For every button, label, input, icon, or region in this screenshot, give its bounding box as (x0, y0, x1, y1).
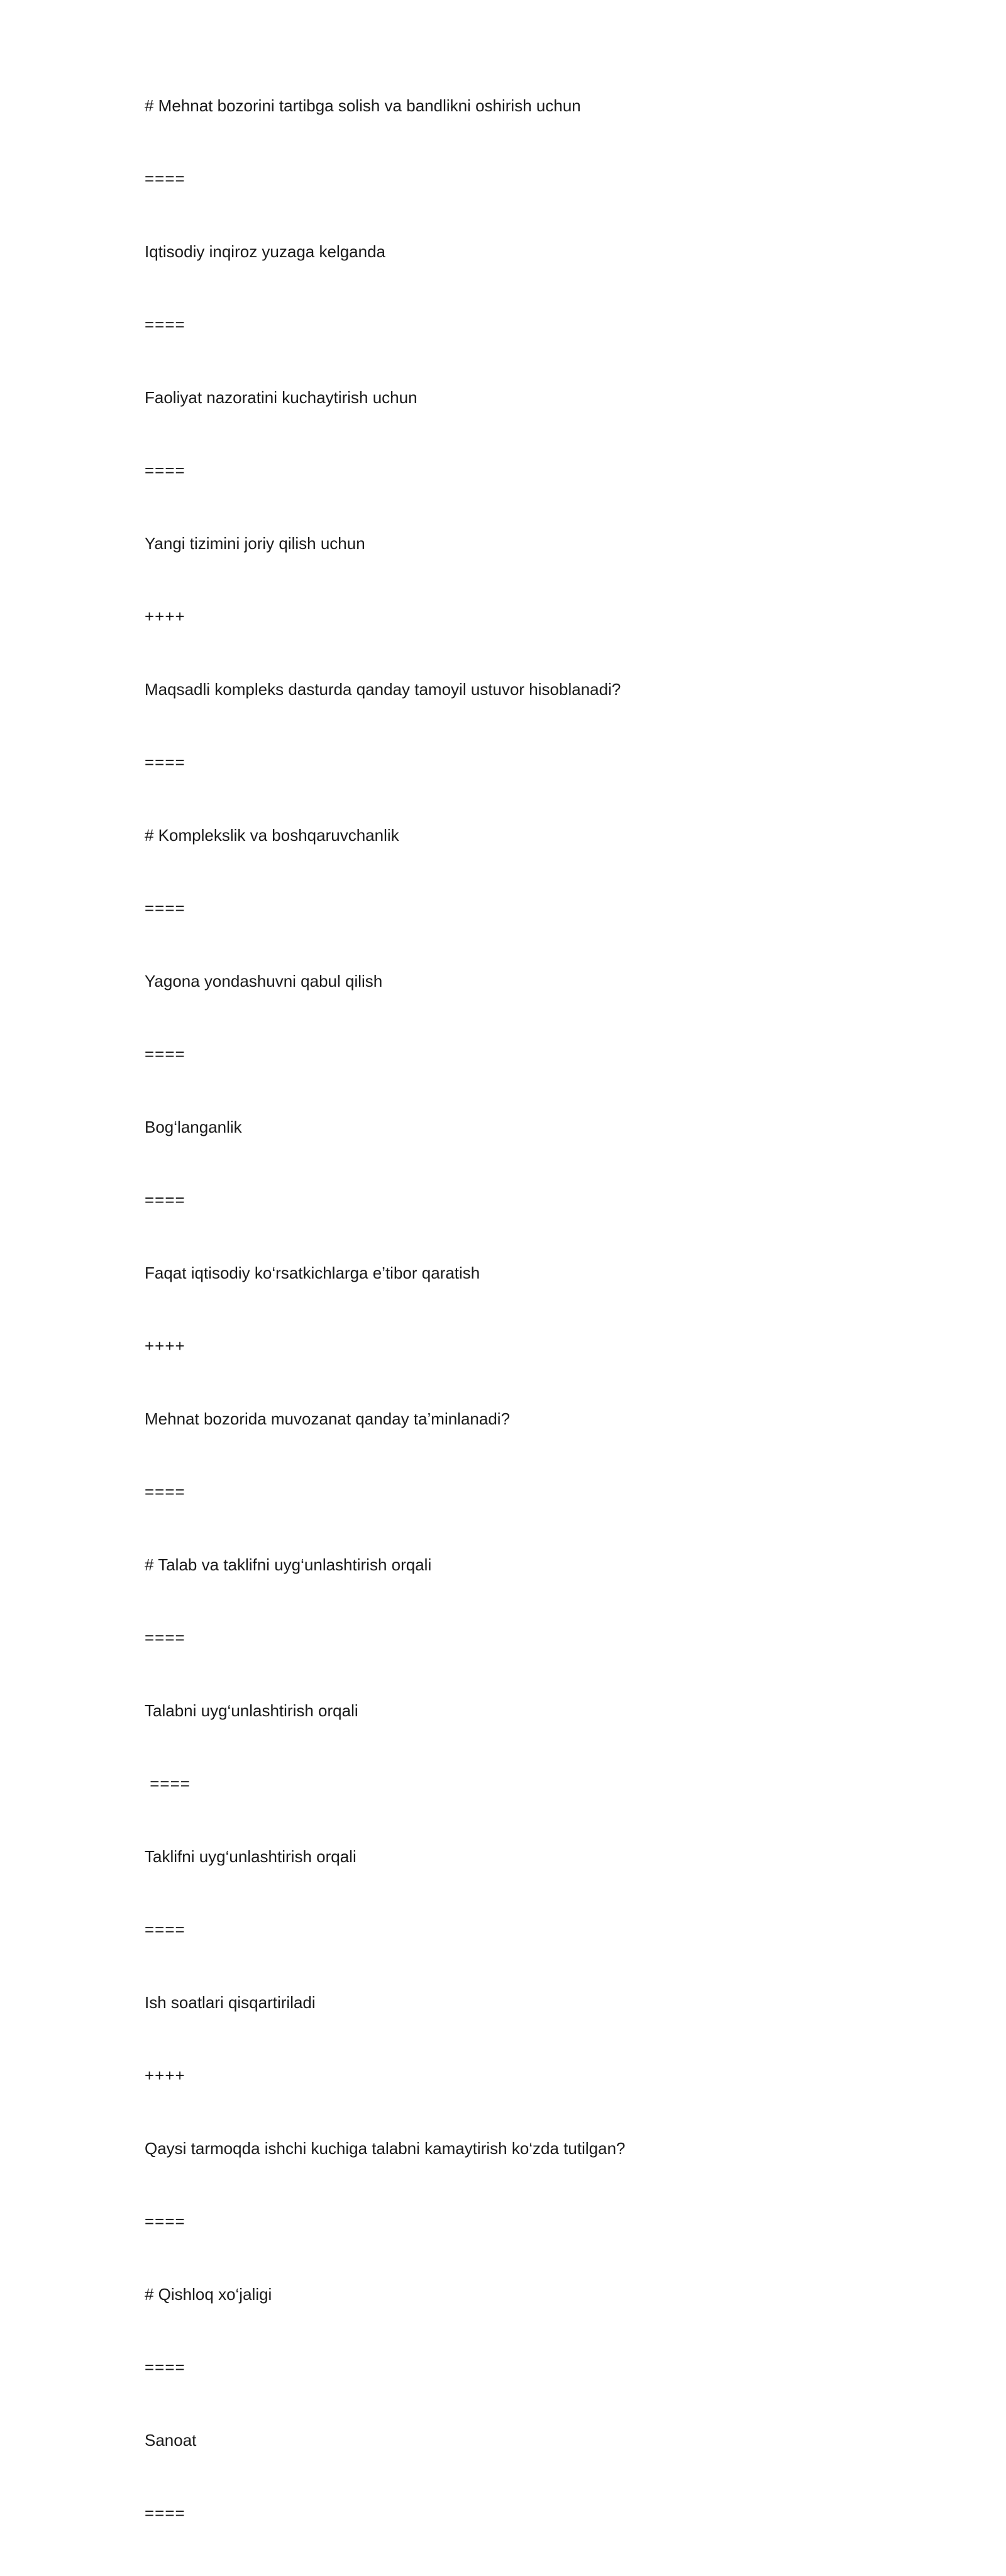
document-body (145, 96, 861, 2576)
answer-line: # Komplekslik va boshqaruvchanlik (145, 826, 399, 845)
separator-line: ==== (145, 899, 185, 918)
separator-line: ==== (145, 2212, 185, 2231)
answer-line: Yangi tizimini joriy qilish uchun (145, 534, 365, 553)
answer-line: Talabni uyg‘unlashtirish orqali (145, 1701, 358, 1720)
question-line: Qaysi tarmoqda ishchi kuchiga talabni kamaytirish ko‘zda tutilgan? (145, 2139, 626, 2158)
answer-line: Faoliyat nazoratini kuchaytirish uchun (145, 388, 417, 407)
separator-line: ==== (145, 1628, 185, 1647)
answer-line: Sanoat (145, 2431, 197, 2450)
separator-line: ==== (145, 461, 185, 480)
separator-line: ==== (145, 169, 185, 188)
answer-line: # Talab va taklifni uyg‘unlashtirish orqali (145, 1555, 432, 1574)
separator-line: ==== (145, 2504, 185, 2523)
answer-line: Ish soatlari qisqartiriladi (145, 1993, 316, 2012)
separator-line: ==== (145, 1482, 185, 1501)
answer-line: # Mehnat bozorini tartibga solish va bandlikni oshirish uchun (145, 96, 581, 115)
separator-line: ==== (145, 753, 185, 772)
separator-line: ==== (145, 315, 185, 334)
separator-line: ==== (145, 1045, 185, 1063)
question-separator-line: ++++ (145, 2066, 185, 2085)
answer-line: # Qishloq xo‘jaligi (145, 2285, 272, 2304)
question-separator-line: ++++ (145, 607, 185, 626)
separator-line: ==== (145, 1191, 185, 1209)
answer-line: Iqtisodiy inqiroz yuzaga kelganda (145, 242, 386, 261)
answer-line: Yagona yondashuvni qabul qilish (145, 972, 383, 991)
question-line: Maqsadli kompleks dasturda qanday tamoyil ustuvor hisoblanadi? (145, 680, 621, 699)
separator-line: ==== (145, 1774, 191, 1793)
answer-line: Bog‘langanlik (145, 1118, 242, 1136)
question-line: Mehnat bozorida muvozanat qanday ta’minlanadi? (145, 1409, 511, 1428)
answer-line: Taklifni uyg‘unlashtirish orqali (145, 1847, 357, 1866)
question-separator-line: ++++ (145, 1336, 185, 1355)
separator-line: ==== (145, 2358, 185, 2377)
separator-line: ==== (145, 1920, 185, 1939)
answer-line: Faqat iqtisodiy ko‘rsatkichlarga e’tibor qaratish (145, 1263, 480, 1282)
